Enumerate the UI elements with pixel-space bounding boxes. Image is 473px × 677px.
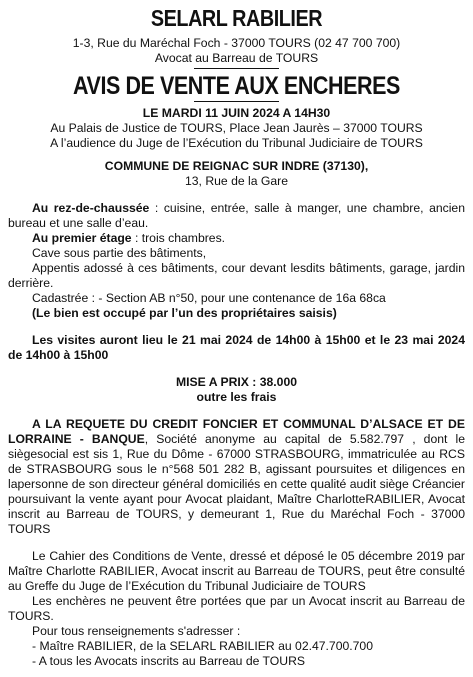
rdc-text: : cuisine, entrée, salle à manger, une chambre, ancien bureau et une salle d’eau. <box>8 201 465 230</box>
bidding-note: Les enchères ne peuvent être portées que par un Avocat inscrit au Barreau de TOURS. <box>8 594 465 623</box>
starting-price: MISE A PRIX : 38.000 <box>175 375 298 389</box>
rdc-description <box>8 201 465 231</box>
cadastre: Cadastrée : - Section AB n°50, pour une contenance de 16a 68ca <box>32 291 386 305</box>
visit-schedule: Les visites auront lieu le 21 mai 2024 de 14h00 à 15h00 et le 23 mai 2024 de 14h00 à 15h00 <box>8 333 465 362</box>
etage-description <box>8 231 465 246</box>
etage-label: Au premier étage <box>32 231 132 245</box>
venue-line-2: A l’audience du Juge de l’Exécution du Tribunal Judiciaire de TOURS <box>50 136 423 150</box>
firm-name: SELARL RABILIER <box>150 5 323 31</box>
divider <box>194 68 279 69</box>
divider <box>194 101 279 102</box>
firm-address: 1-3, Rue du Maréchal Foch - 37000 TOURS (02 47 700 700) <box>72 36 401 50</box>
notice-title: AVIS DE VENTE AUX ENCHERES <box>73 72 400 100</box>
requesting-party <box>8 417 465 537</box>
creditor-name: A LA REQUETE DU CREDIT FONCIER ET COMMUNAL D’ALSACE ET DE LORRAINE - BANQUE <box>8 417 465 446</box>
occupancy-note: (Le bien est occupé par l’un des propriétaires saisis) <box>32 306 337 320</box>
creditor-details: , Société anonyme au capital de 5.582.797 , dont le siègesocial est sis 1, Rue du Dôme - 67000 STRASBOURG, immatriculée au RCS de STRASBOURG sous le n°568 501 282 B, agissant poursuites et diligences en lapersonne de son directeur général domiciliés en cette qualité audit siège Créancier poursuivant la vente ayant pour Avocat plaidant, Maître CharlotteRABILIER, Avocat inscrit au Barreau de TOURS, y demeurant 1, Rue du Maréchal Foch - 37000 TOURS <box>8 432 465 536</box>
firm-role: Avocat au Barreau de TOURS <box>154 51 319 65</box>
rdc-label: Au rez-de-chaussée <box>32 201 150 215</box>
cave-description: Cave sous partie des bâtiments, <box>32 246 207 260</box>
etage-text: : trois chambres. <box>131 231 226 245</box>
commune: COMMUNE DE REIGNAC SUR INDRE (37130), <box>104 159 369 173</box>
contact-item-1: - Maître RABILIER, de la SELARL RABILIER au 02.47.700.700 <box>32 639 373 653</box>
venue-line-1: Au Palais de Justice de TOURS, Place Jean Jaurès – 37000 TOURS <box>50 121 423 135</box>
price-extras: outre les frais <box>196 390 277 404</box>
appentis-description: Appentis adossé à ces bâtiments, cour devant lesdits bâtiments, garage, jardin derrière. <box>8 261 465 290</box>
street: 13, Rue de la Gare <box>185 174 288 188</box>
conditions-note: Le Cahier des Conditions de Vente, dressé et déposé le 05 décembre 2019 par Maître Charlotte RABILIER, Avocat inscrit au Barreau de TOURS, peut être consulté au Greffe du Juge de l’Exécution du Tribunal Judiciaire de TOURS <box>8 549 465 593</box>
contact-intro: Pour tous renseignements s'adresser : <box>32 624 241 638</box>
sale-date: LE MARDI 11 JUIN 2024 A 14H30 <box>142 106 331 120</box>
contact-item-2: - A tous les Avocats inscrits au Barreau de TOURS <box>32 654 305 668</box>
